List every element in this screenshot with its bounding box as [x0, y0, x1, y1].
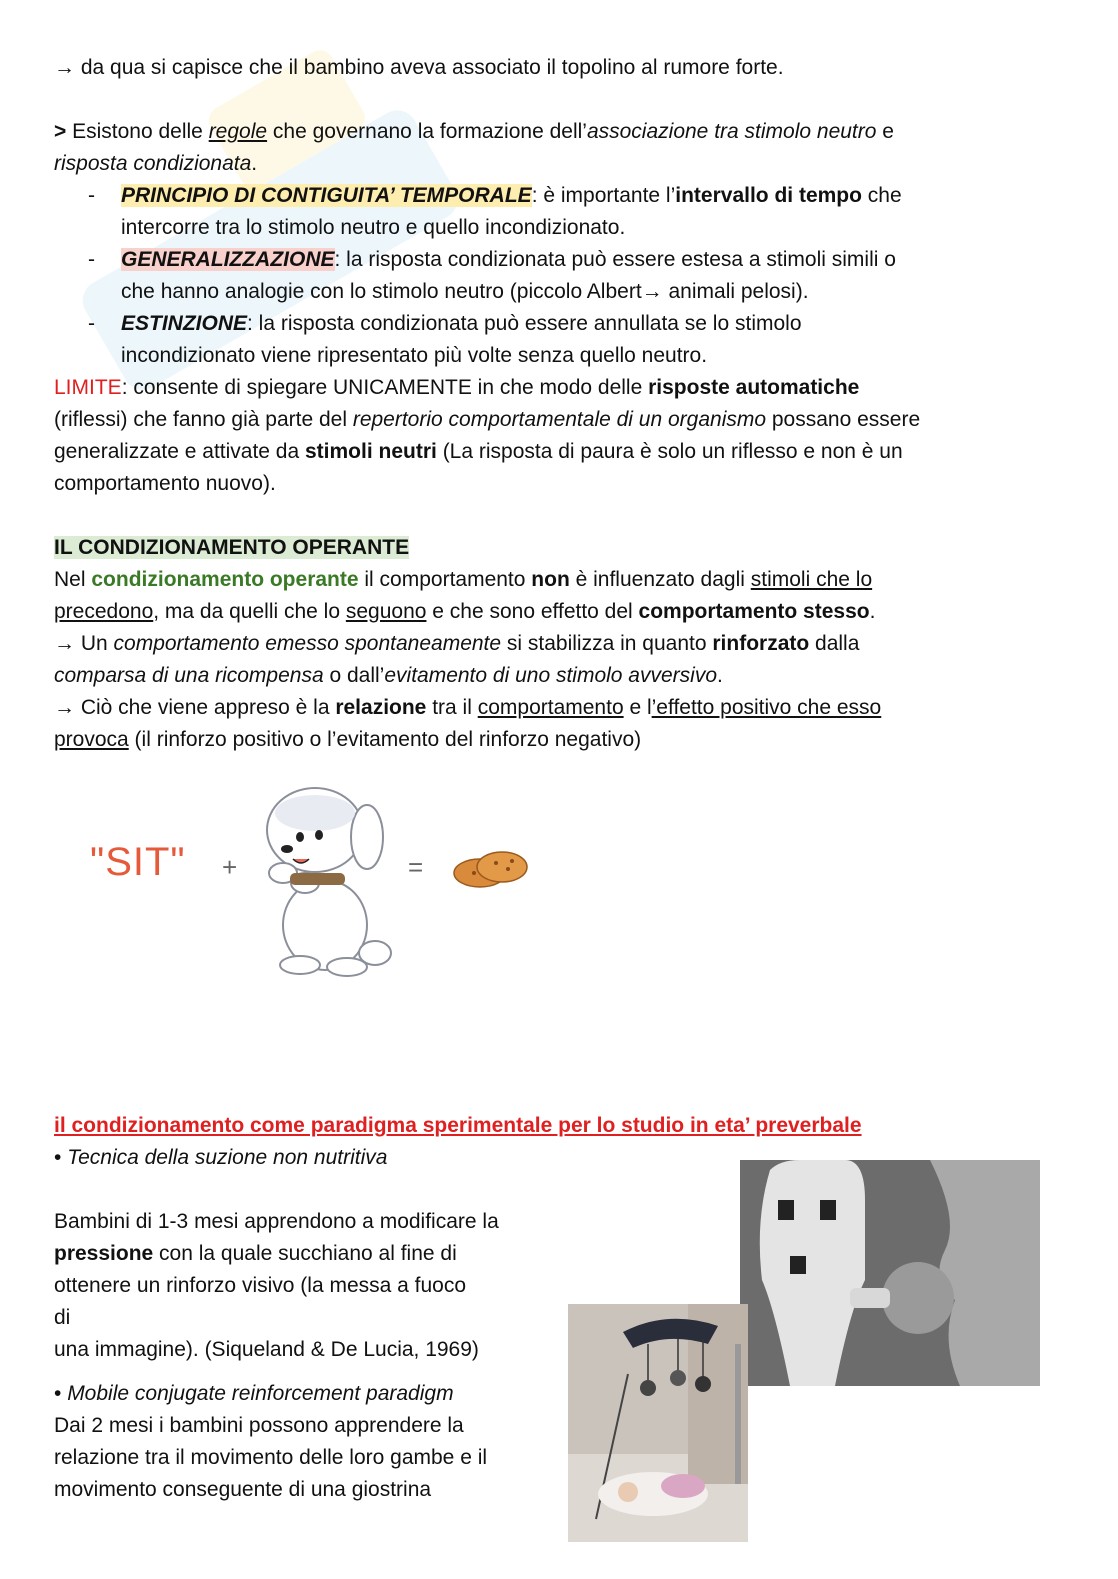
bullet-dash: -: [88, 248, 95, 271]
text-line: Dai 2 mesi i bambini possono apprendere la: [54, 1414, 464, 1437]
text-line: movimento conseguente di una giostrina: [54, 1478, 432, 1501]
bullet-dash: -: [88, 312, 95, 335]
text-line: ottenere un rinforzo visivo (la messa a fuoco: [54, 1274, 467, 1297]
operante-line: → Un comportamento emesso spontaneamente si stabilizza in quanto rinforzato dalla: [54, 632, 860, 655]
dog-illustration: [255, 775, 395, 980]
rules-intro: > Esistono delle regole che governano la formazione dell’associazione tra stimolo neutro e: [54, 120, 894, 143]
text-line: una immagine). (Siqueland & De Lucia, 1969): [54, 1338, 479, 1361]
rule-contiguita-cont: intercorre tra lo stimolo neutro e quello incondizionato.: [121, 216, 626, 239]
limite-line: generalizzate e attivate da stimoli neutri (La risposta di paura è solo un riflesso e non è un: [54, 440, 903, 463]
text-line: relazione tra il movimento delle loro gambe e il: [54, 1446, 488, 1469]
text-line: Bambini di 1-3 mesi apprendono a modificare la: [54, 1210, 499, 1233]
text-line: pressione con la quale succhiano al fine di: [54, 1242, 457, 1265]
mobile-paradigm-photo: [568, 1304, 748, 1542]
sucking-experiment-photo: [740, 1160, 1040, 1386]
plus-sign: +: [222, 852, 238, 882]
technique-title: • Mobile conjugate reinforcement paradigm: [54, 1382, 454, 1405]
section-heading-operante: IL CONDIZIONAMENTO OPERANTE: [54, 536, 410, 559]
rule-contiguita: PRINCIPIO DI CONTIGUITA’ TEMPORALE: è importante l’intervallo di tempo che: [121, 184, 902, 207]
operante-line: provoca (il rinforzo positivo o l’evitamento del rinforzo negativo): [54, 728, 642, 751]
text-line: di: [54, 1306, 71, 1329]
operante-line: precedono, ma da quelli che lo seguono e che sono effetto del comportamento stesso.: [54, 600, 876, 623]
rule-generalizzazione-cont: che hanno analogie con lo stimolo neutro (piccolo Albert→ animali pelosi).: [121, 280, 809, 303]
sit-command-text: "SIT": [90, 840, 186, 884]
section-heading-preverbale: il condizionamento come paradigma sperimentale per lo studio in eta’ preverbale: [54, 1114, 862, 1137]
rule-estinzione: ESTINZIONE: la risposta condizionata può essere annullata se lo stimolo: [121, 312, 802, 335]
technique-title: • Tecnica della suzione non nutritiva: [54, 1146, 388, 1169]
rule-generalizzazione: GENERALIZZAZIONE: la risposta condizionata può essere estesa a stimoli simili o: [121, 248, 896, 271]
operante-line: → Ciò che viene appreso è la relazione tra il comportamento e l’effetto positivo che esso: [54, 696, 882, 719]
bullet-dash: -: [88, 184, 95, 207]
equals-sign: =: [408, 852, 424, 882]
biscuits-illustration: [450, 843, 532, 891]
rules-intro-cont: risposta condizionata.: [54, 152, 258, 175]
limite-line: comportamento nuovo).: [54, 472, 276, 495]
text-line: → da qua si capisce che il bambino aveva associato il topolino al rumore forte.: [54, 56, 784, 79]
rule-estinzione-cont: incondizionato viene ripresentato più volte senza quello neutro.: [121, 344, 708, 367]
operante-line: Nel condizionamento operante il comportamento non è influenzato dagli stimoli che lo: [54, 568, 873, 591]
operante-line: comparsa di una ricompensa o dall’evitamento di uno stimolo avversivo.: [54, 664, 723, 687]
limite-line: LIMITE: consente di spiegare UNICAMENTE in che modo delle risposte automatiche: [54, 376, 860, 399]
limite-line: (riflessi) che fanno già parte del repertorio comportamentale di un organismo possano essere: [54, 408, 921, 431]
